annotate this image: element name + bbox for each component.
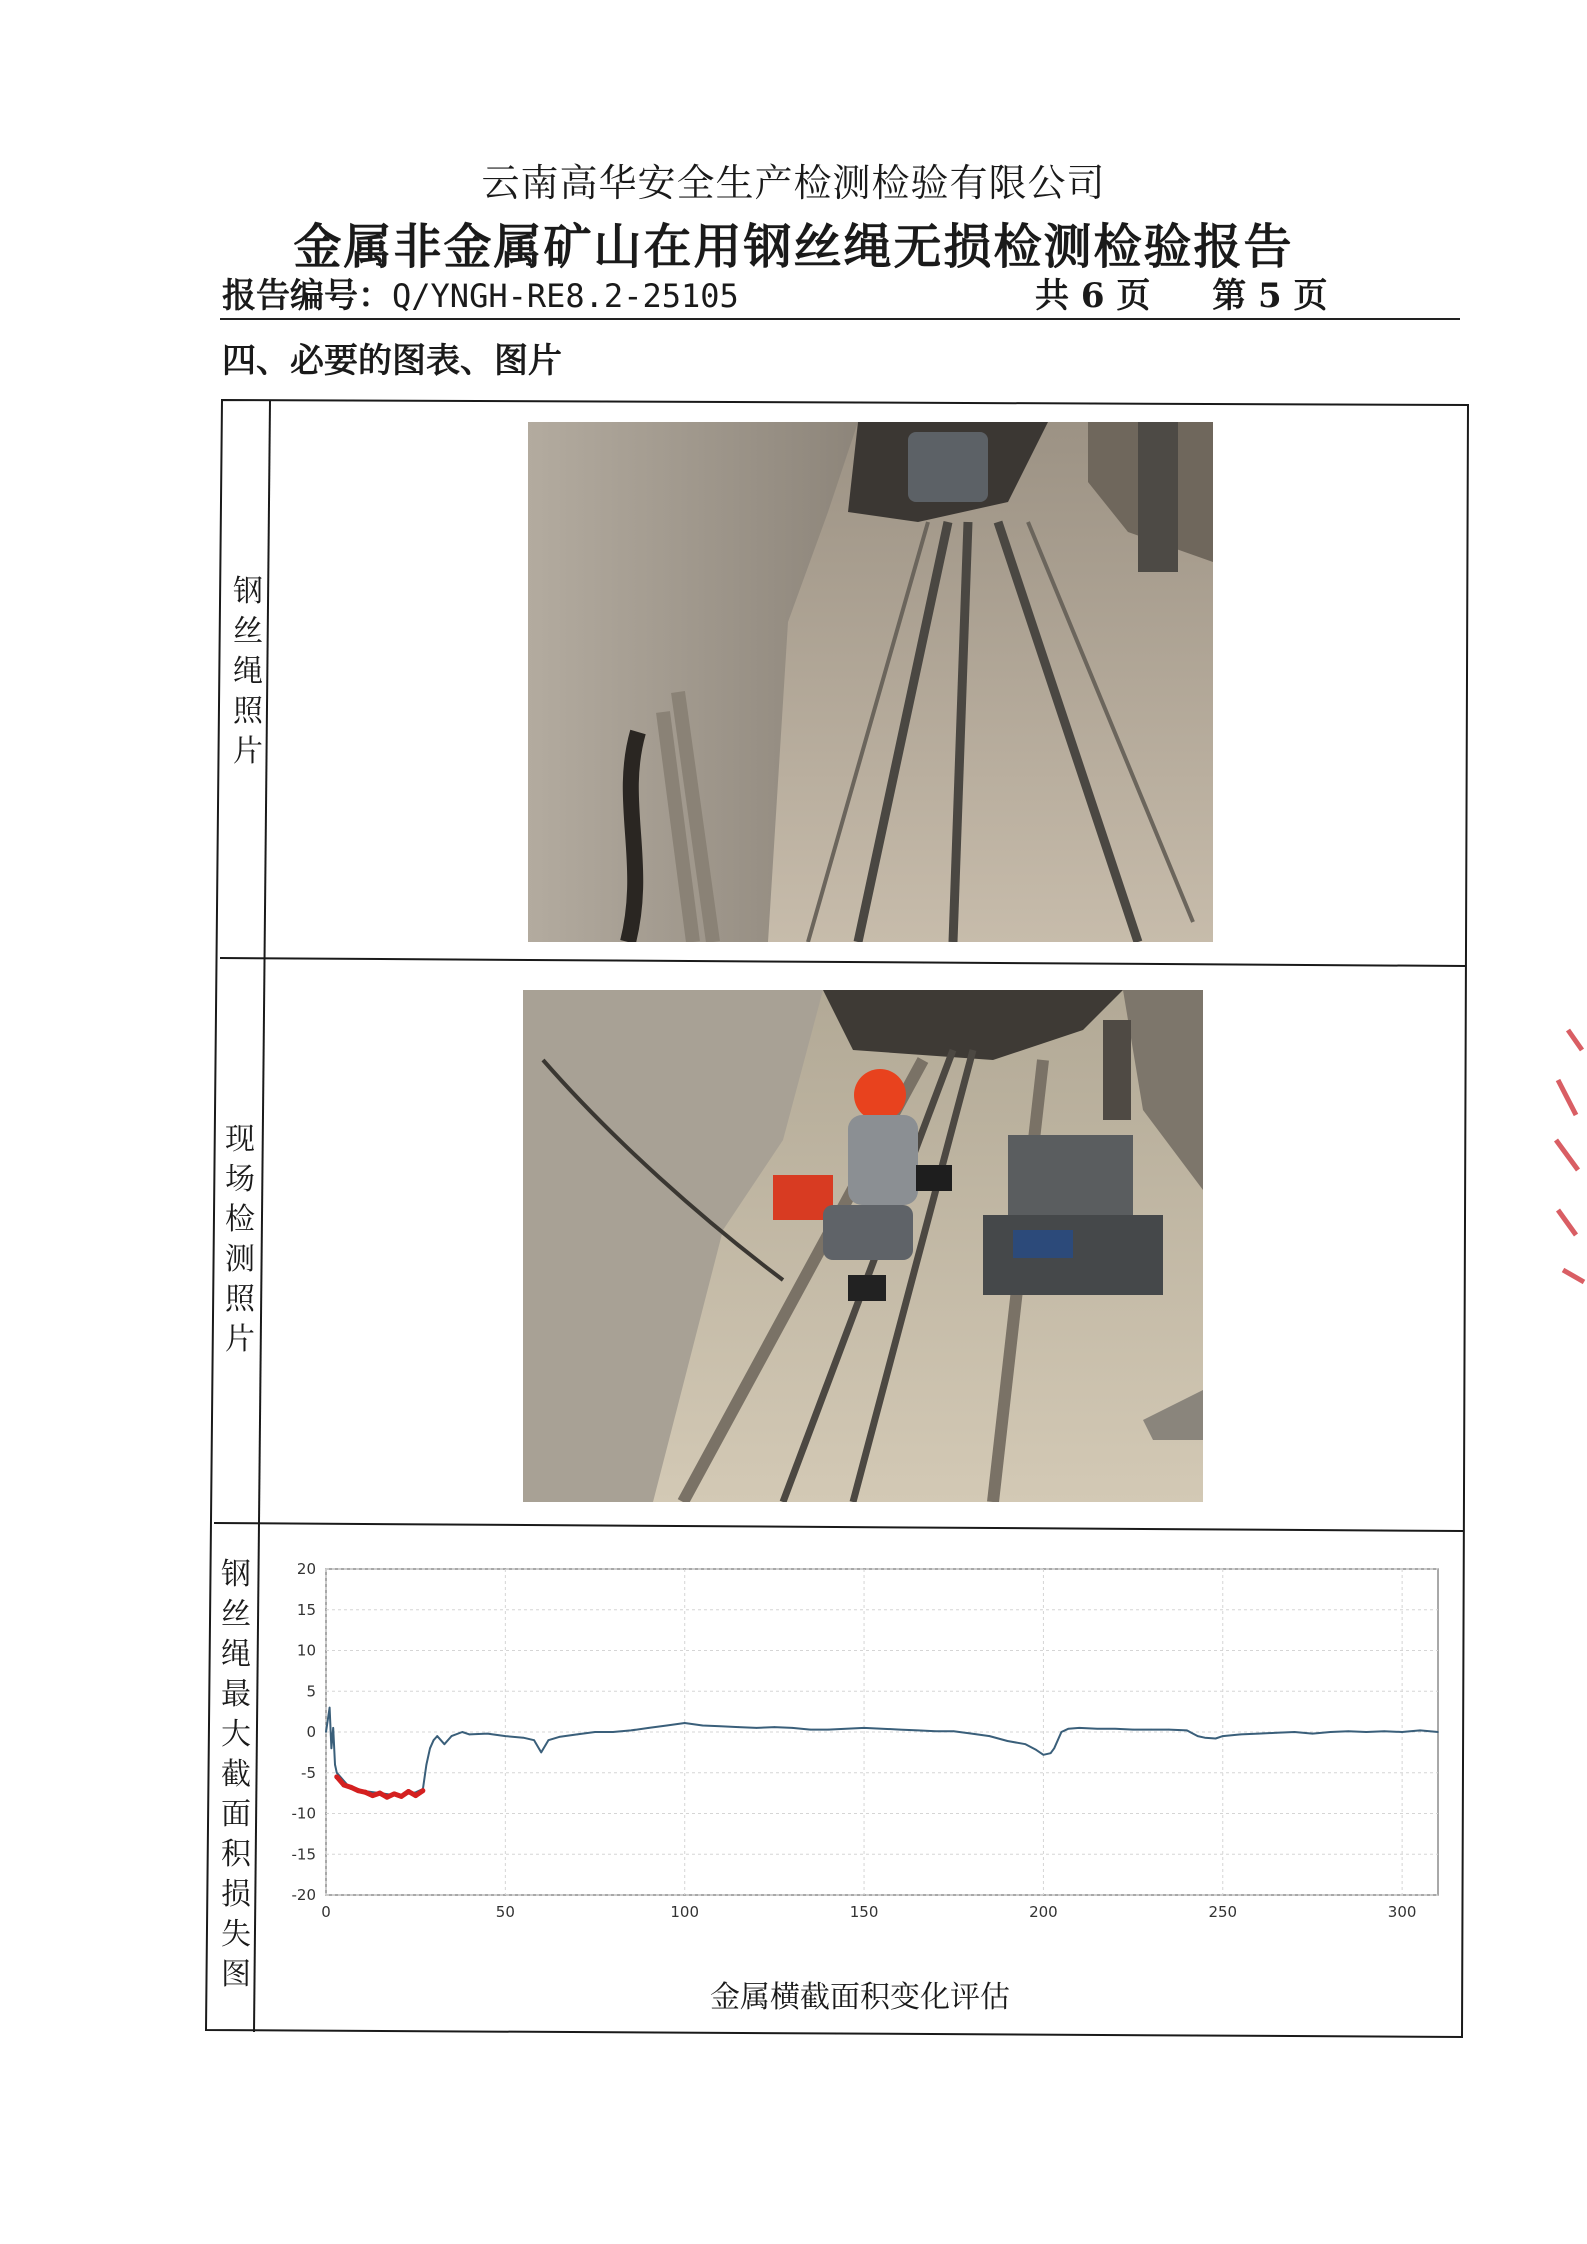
data-point (363, 1790, 368, 1795)
data-point (487, 1733, 489, 1735)
data-point (971, 1733, 973, 1735)
data-point (469, 1734, 471, 1736)
data-point (1035, 1749, 1037, 1751)
y-tick-label: 5 (306, 1682, 316, 1701)
tablet (916, 1165, 952, 1191)
section-title: 四、必要的图表、图片 (222, 341, 562, 381)
data-point (1215, 1738, 1217, 1740)
data-point (334, 1764, 336, 1766)
data-point (774, 1726, 776, 1728)
worker-legs (1138, 422, 1178, 572)
data-point (1330, 1731, 1332, 1733)
data-point (1168, 1729, 1170, 1731)
data-point (809, 1729, 811, 1731)
row-divider-2 (214, 1523, 1463, 1531)
row-label-rope-photo: 钢 丝 绳 照 片 (233, 574, 263, 769)
data-point (399, 1794, 404, 1799)
data-point (370, 1793, 375, 1798)
data-point (1053, 1748, 1055, 1750)
data-point (1050, 1752, 1052, 1754)
total-pages: 共 6 页 (1035, 276, 1151, 316)
row-divider-1 (220, 958, 1466, 966)
data-point (756, 1727, 758, 1729)
report-number: Q/YNGH-RE8.2-25105 (392, 277, 739, 315)
row-label-site-photo: 现 场 检 测 照 片 (225, 1122, 255, 1357)
x-tick-label: 200 (1029, 1903, 1058, 1921)
data-point (462, 1731, 464, 1733)
data-point (576, 1734, 578, 1736)
data-point (548, 1739, 550, 1741)
data-point (648, 1727, 650, 1729)
report-number-label: 报告编号： (222, 276, 392, 316)
hard-hat (854, 1069, 906, 1121)
data-point (558, 1736, 560, 1738)
y-tick-label: -5 (301, 1763, 316, 1782)
data-point (953, 1730, 955, 1732)
data-point (406, 1789, 411, 1794)
data-point (1007, 1740, 1009, 1742)
data-point (1043, 1754, 1045, 1756)
current-page: 第 5 页 (1212, 276, 1328, 316)
document-title: 金属非金属矿山在用钢丝绳无损检测检验报告 (293, 219, 1294, 275)
data-point (1437, 1731, 1439, 1733)
data-point (1276, 1732, 1278, 1734)
data-point (792, 1727, 794, 1729)
metal-area-loss-chart (270, 1555, 1450, 1940)
data-point (935, 1730, 937, 1732)
data-point (433, 1739, 435, 1741)
company-name: 云南高华安全生产检测检验有限公司 (481, 161, 1106, 205)
data-point (426, 1764, 428, 1766)
data-point (1197, 1735, 1199, 1737)
y-tick-label: 10 (296, 1641, 316, 1660)
data-point (1294, 1731, 1296, 1733)
x-tick-label: 100 (670, 1903, 700, 1921)
data-point (1078, 1727, 1080, 1729)
data-point (845, 1728, 847, 1730)
data-point (356, 1788, 361, 1793)
worker-background (1103, 1020, 1131, 1120)
data-point (1114, 1728, 1116, 1730)
data-point (1240, 1734, 1242, 1736)
data-point (989, 1735, 991, 1737)
data-point (666, 1725, 668, 1727)
data-point (1150, 1729, 1152, 1731)
data-point (1132, 1729, 1134, 1731)
rope-sensor (848, 1275, 886, 1301)
hoist-drum (908, 432, 988, 502)
data-point (1068, 1728, 1070, 1730)
x-tick-label: 150 (849, 1903, 879, 1921)
data-point (630, 1730, 632, 1732)
data-point (1222, 1735, 1224, 1737)
data-point (684, 1722, 686, 1724)
data-point (827, 1729, 829, 1731)
x-tick-label: 0 (321, 1903, 331, 1921)
plot-area (326, 1569, 1438, 1895)
data-point (349, 1785, 354, 1790)
data-point (1383, 1730, 1385, 1732)
y-tick-label: -15 (291, 1845, 316, 1864)
data-point (334, 1774, 339, 1779)
data-point (392, 1791, 397, 1796)
seal-stamp-fragment (1548, 1020, 1587, 1290)
wire-rope-photo (528, 422, 1213, 942)
data-point (1419, 1730, 1421, 1732)
y-tick-label: 15 (296, 1600, 316, 1619)
data-point (329, 1707, 331, 1709)
data-point (522, 1737, 524, 1739)
data-point (1365, 1731, 1367, 1733)
row-label-chart: 钢 丝 绳 最 大 截 面 积 损 失 图 (221, 1557, 251, 1992)
data-point (325, 1731, 327, 1733)
data-point (384, 1795, 389, 1800)
data-point (1061, 1731, 1063, 1733)
data-point (533, 1739, 535, 1741)
data-point (540, 1752, 542, 1754)
data-point (881, 1728, 883, 1730)
data-point (332, 1727, 334, 1729)
data-point (1096, 1728, 1098, 1730)
data-point (1312, 1733, 1314, 1735)
data-point (336, 1772, 338, 1774)
data-point (1258, 1733, 1260, 1735)
site-inspection-photo (523, 990, 1203, 1502)
data-point (341, 1782, 346, 1787)
data-point (1401, 1731, 1403, 1733)
data-point (720, 1725, 722, 1727)
data-point (377, 1791, 382, 1796)
data-point (1204, 1737, 1206, 1739)
data-point (505, 1735, 507, 1737)
x-tick-label: 50 (495, 1903, 515, 1921)
chart-caption: 金属横截面积变化评估 (710, 1980, 1010, 2015)
data-point (1348, 1730, 1350, 1732)
x-tick-label: 250 (1208, 1903, 1238, 1921)
data-point (738, 1726, 740, 1728)
data-point (436, 1735, 438, 1737)
data-point (444, 1743, 446, 1745)
data-point (612, 1731, 614, 1733)
y-tick-label: 0 (306, 1723, 316, 1741)
data-point (331, 1748, 333, 1750)
x-tick-label: 300 (1387, 1903, 1417, 1921)
data-point (863, 1727, 865, 1729)
data-point (1025, 1743, 1027, 1745)
data-point (1186, 1730, 1188, 1732)
data-point (451, 1735, 453, 1737)
data-point (899, 1729, 901, 1731)
data-point (420, 1788, 425, 1793)
data-point (702, 1725, 704, 1727)
y-tick-label: 20 (296, 1560, 316, 1578)
y-tick-label: -10 (291, 1804, 316, 1823)
data-point (429, 1748, 431, 1750)
data-point (594, 1731, 596, 1733)
y-tick-label: -20 (291, 1886, 316, 1904)
data-point (917, 1730, 919, 1732)
data-point (413, 1793, 418, 1798)
